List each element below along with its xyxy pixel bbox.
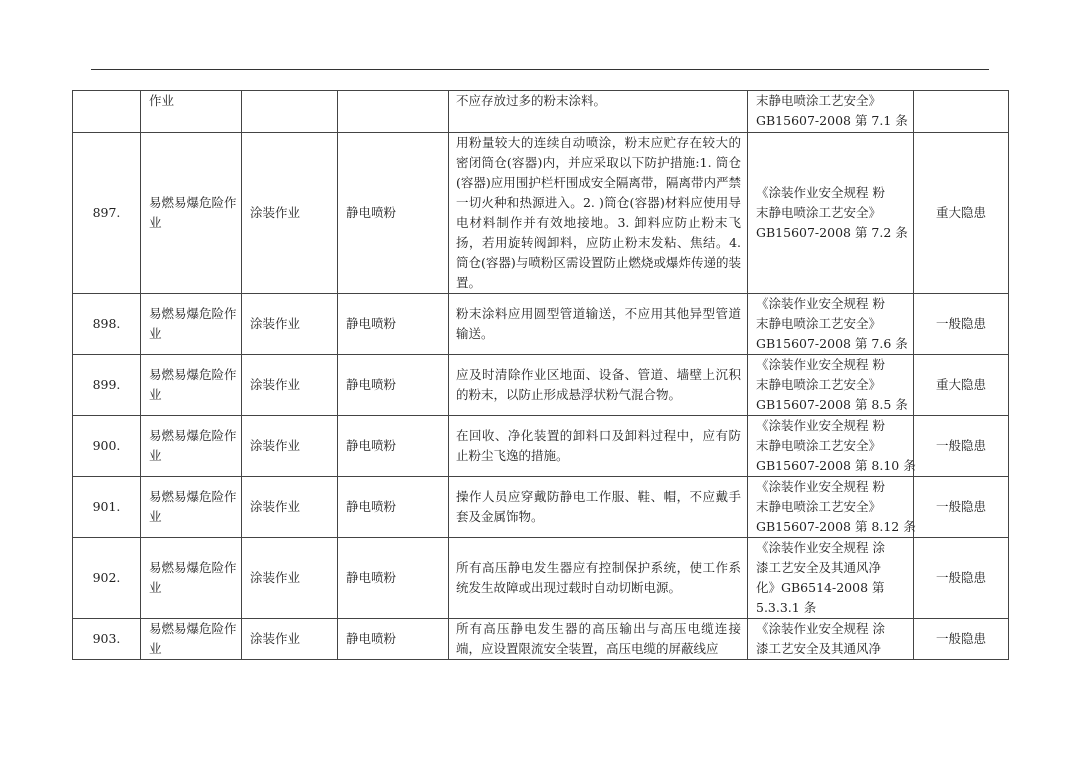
basis-line: 末静电喷涂工艺安全》 — [756, 93, 882, 108]
basis-line: GB15607-2008 第 8.5 条 — [756, 397, 908, 412]
basis-line: 《涂装作业安全规程 涂 — [756, 621, 885, 636]
safety-requirement: 在回收、净化装置的卸料口及卸料过程中，应有防止粉尘飞逸的措施。 — [449, 416, 748, 477]
basis-line: GB15607-2008 第 7.1 条 — [756, 113, 908, 128]
row-number — [73, 91, 141, 133]
basis-line: 末静电喷涂工艺安全》 — [756, 377, 882, 392]
work-type: 涂装作业 — [242, 355, 338, 416]
work-item — [338, 91, 449, 133]
basis-line: 5.3.3.1 条 — [756, 600, 817, 615]
hazard-level — [914, 91, 1009, 133]
work-item: 静电喷粉 — [338, 294, 449, 355]
basis-line: 末静电喷涂工艺安全》 — [756, 499, 882, 514]
hazard-level: 一般隐患 — [914, 416, 1009, 477]
basis-line: 《涂装作业安全规程 粉 — [756, 357, 885, 372]
hazard-level: 一般隐患 — [914, 538, 1009, 619]
basis-line: 《涂装作业安全规程 涂 — [756, 540, 885, 555]
basis-line: 《涂装作业安全规程 粉 — [756, 185, 885, 200]
work-type: 涂装作业 — [242, 294, 338, 355]
safety-requirement: 应及时清除作业区地面、设备、管道、墙壁上沉积的粉末，以防止形成悬浮状粉气混合物。 — [449, 355, 748, 416]
work-item: 静电喷粉 — [338, 416, 449, 477]
work-item: 静电喷粉 — [338, 619, 449, 660]
table-row — [73, 355, 1009, 416]
standard-basis — [748, 477, 914, 538]
table-row — [73, 133, 1009, 294]
basis-line: 末静电喷涂工艺安全》 — [756, 316, 882, 331]
hazard-level: 重大隐患 — [914, 355, 1009, 416]
work-item: 静电喷粉 — [338, 355, 449, 416]
hazard-category: 易燃易爆危险作业 — [141, 538, 242, 619]
hazard-category: 易燃易爆危险作业 — [141, 355, 242, 416]
hazard-level: 一般隐患 — [914, 619, 1009, 660]
hazard-level: 重大隐患 — [914, 133, 1009, 294]
table-row — [73, 538, 1009, 619]
hazard-category: 作业 — [141, 91, 242, 133]
hazard-level: 一般隐患 — [914, 477, 1009, 538]
table-row — [73, 477, 1009, 538]
hazard-category: 易燃易爆危险作业 — [141, 294, 242, 355]
table-row — [73, 294, 1009, 355]
table-row — [73, 91, 1009, 133]
table-row — [73, 619, 1009, 660]
hazard-level: 一般隐患 — [914, 294, 1009, 355]
basis-line: GB15607-2008 第 7.6 条 — [756, 336, 908, 351]
standard-basis — [748, 294, 914, 355]
basis-line: 漆工艺安全及其通风净 — [756, 560, 882, 575]
work-type: 涂装作业 — [242, 538, 338, 619]
work-type: 涂装作业 — [242, 133, 338, 294]
hazard-category: 易燃易爆危险作业 — [141, 133, 242, 294]
table-body — [73, 91, 1009, 660]
basis-line: GB15607-2008 第 8.12 条 — [756, 519, 916, 534]
row-number: 902. — [73, 538, 141, 619]
basis-line: GB15607-2008 第 7.2 条 — [756, 225, 908, 240]
basis-line: 末静电喷涂工艺安全》 — [756, 205, 882, 220]
basis-line: 《涂装作业安全规程 粉 — [756, 296, 885, 311]
hazard-table — [72, 90, 1009, 660]
basis-line: GB15607-2008 第 8.10 条 — [756, 458, 916, 473]
basis-line: 末静电喷涂工艺安全》 — [756, 438, 882, 453]
basis-line: 漆工艺安全及其通风净 — [756, 641, 882, 656]
row-number: 903. — [73, 619, 141, 660]
work-type: 涂装作业 — [242, 619, 338, 660]
safety-requirement: 用粉量较大的连续自动喷涂，粉末应贮存在较大的密闭筒仓(容器)内，并应采取以下防护措施:1. 筒仓(容器)应用围护栏杆围成安全隔离带，隔离带内严禁一切火种和热源进入。2. )筒仓(容器)材料应使用导电材料制作并有效地接地。3. 卸料应防止粉末飞扬，若用旋转阀卸料，应防止粉末发粘、焦结。4. 筒仓(容器)与喷粉区需设置防止燃烧或爆炸传递的装置。 — [449, 133, 748, 294]
standard-basis — [748, 416, 914, 477]
row-number: 900. — [73, 416, 141, 477]
basis-line: 《涂装作业安全规程 粉 — [756, 479, 885, 494]
row-number: 899. — [73, 355, 141, 416]
hazard-category: 易燃易爆危险作业 — [141, 477, 242, 538]
standard-basis — [748, 91, 914, 133]
row-number: 897. — [73, 133, 141, 294]
header-rule — [91, 69, 989, 70]
work-type: 涂装作业 — [242, 416, 338, 477]
standard-basis — [748, 538, 914, 619]
standard-basis — [748, 355, 914, 416]
safety-requirement: 操作人员应穿戴防静电工作服、鞋、帽，不应戴手套及金属饰物。 — [449, 477, 748, 538]
basis-line: 化》GB6514-2008 第 — [756, 580, 885, 595]
work-type: 涂装作业 — [242, 477, 338, 538]
row-number: 898. — [73, 294, 141, 355]
hazard-category: 易燃易爆危险作业 — [141, 416, 242, 477]
safety-requirement: 不应存放过多的粉末涂料。 — [449, 91, 748, 133]
safety-requirement: 粉末涂料应用圆型管道输送，不应用其他异型管道输送。 — [449, 294, 748, 355]
work-item: 静电喷粉 — [338, 538, 449, 619]
work-item: 静电喷粉 — [338, 477, 449, 538]
work-type — [242, 91, 338, 133]
row-number: 901. — [73, 477, 141, 538]
table-row — [73, 416, 1009, 477]
standard-basis — [748, 619, 914, 660]
safety-requirement: 所有高压静电发生器应有控制保护系统，使工作系统发生故障或出现过载时自动切断电源。 — [449, 538, 748, 619]
safety-requirement: 所有高压静电发生器的高压输出与高压电缆连接端，应设置限流安全装置，高压电缆的屏蔽线应 — [449, 619, 748, 660]
hazard-category: 易燃易爆危险作业 — [141, 619, 242, 660]
work-item: 静电喷粉 — [338, 133, 449, 294]
standard-basis — [748, 133, 914, 294]
basis-line: 《涂装作业安全规程 粉 — [756, 418, 885, 433]
